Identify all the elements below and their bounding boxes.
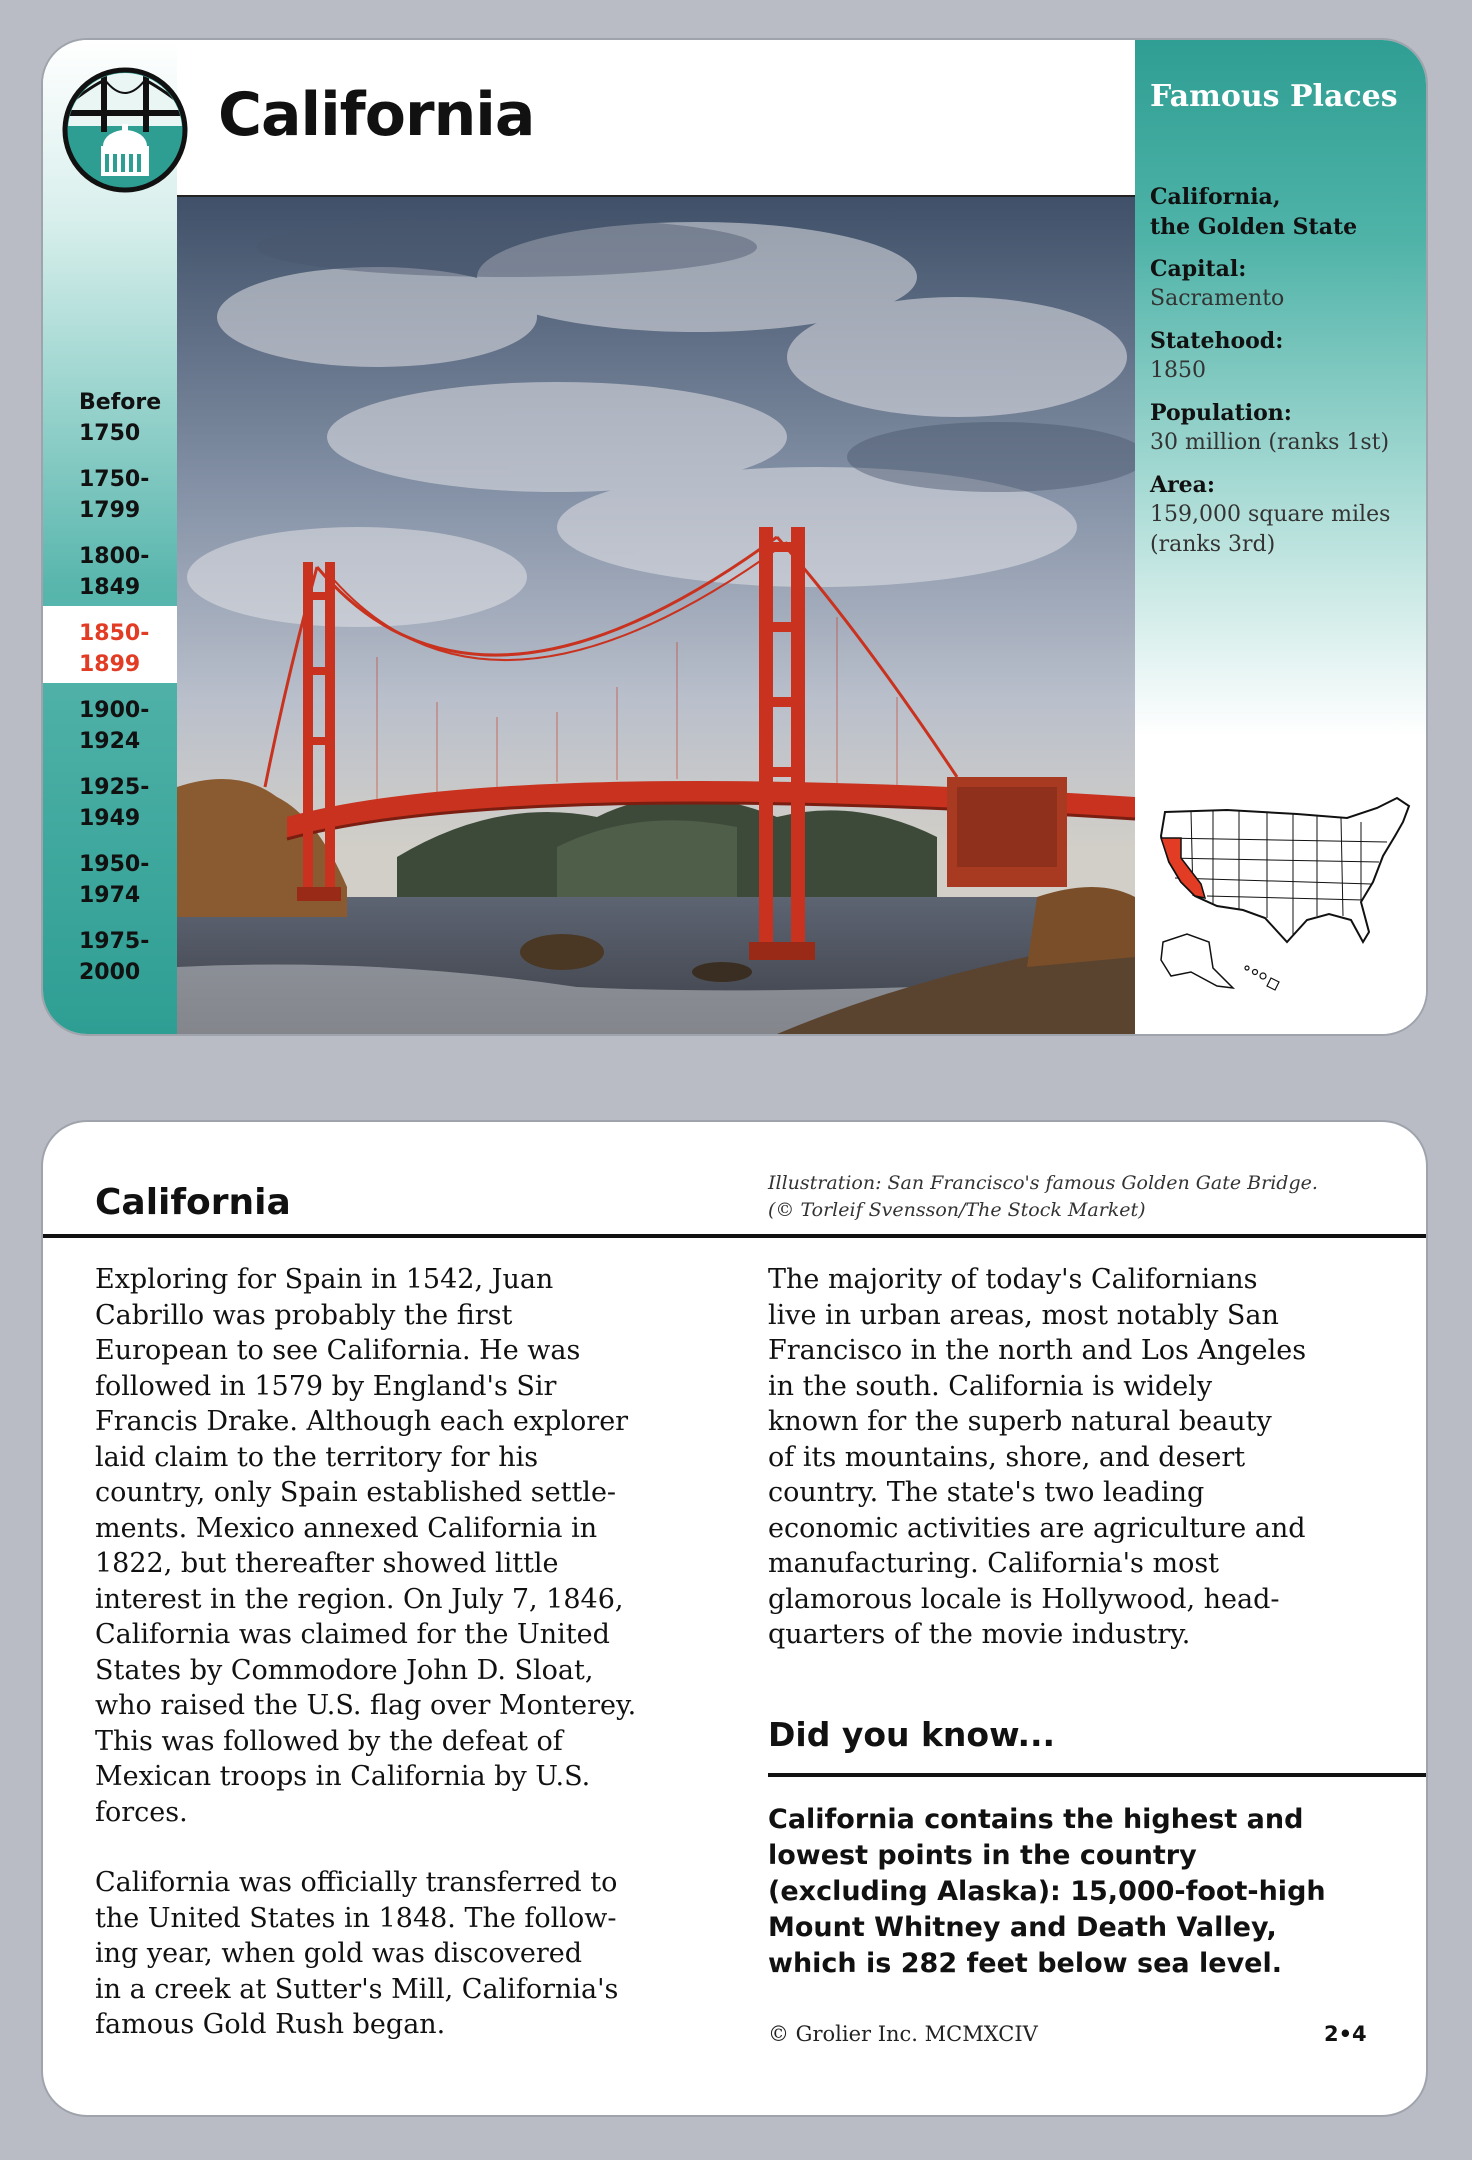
did-you-know-heading: Did you know...: [768, 1715, 1056, 1754]
back-title: California: [95, 1182, 291, 1223]
golden-gate-bridge-photo: [177, 197, 1135, 1034]
timeline-era-3: 1850- 1899: [43, 606, 177, 683]
state-nickname: California, the Golden State: [1150, 184, 1358, 240]
population-label: Population:: [1150, 400, 1292, 426]
timeline-era-1: 1750- 1799: [79, 467, 150, 523]
category-label: Famous Places: [1150, 79, 1398, 114]
bridge-capitol-emblem-icon: [61, 66, 189, 194]
statehood-value: 1850: [1150, 358, 1206, 383]
facts-list: [1150, 182, 1420, 560]
history-paragraph-1: Exploring for Spain in 1542, Juan Cabrillo was probably the first European to see California. He was followed in 1579 by England's Sir Francis Drake. Although each explorer laid claim to the territory for his country, only Spain established settle- ments. Mexico annexed California in 1822, but thereafter showed little interest in the region. On July 7, 1846, California was claimed for the United States by Commodore John D. Sloat, who raised the U.S. flag over Monterey. This was followed by the defeat of Mexican troops in California by U.S. forces.: [95, 1264, 637, 1828]
copyright-notice: © Grolier Inc. MCMXCIV: [768, 2022, 1038, 2046]
area-value: 159,000 square miles (ranks 3rd): [1150, 502, 1391, 557]
capital-value: Sacramento: [1150, 286, 1285, 311]
fact-panel: [1135, 40, 1426, 1034]
did-you-know-divider: [768, 1773, 1426, 1777]
timeline-era-7: 1975- 2000: [79, 929, 150, 985]
photo-caption: Illustration: San Francisco's famous Golden Gate Bridge. (© Torleif Svensson/The Stock Market): [768, 1172, 1318, 1221]
header-divider: [43, 1234, 1426, 1238]
us-map-icon: [1147, 792, 1419, 1004]
capital-label: Capital:: [1150, 256, 1247, 282]
today-column: [768, 1262, 1398, 1653]
era-timeline: [43, 375, 177, 991]
timeline-era-5: 1925- 1949: [79, 775, 150, 831]
back-card: [43, 1122, 1426, 2115]
history-paragraph-2: California was officially transferred to the United States in 1848. The follow- ing year, when gold was discovered in a creek at Sutter's Mill, California's famous Gold Rush began.: [95, 1867, 619, 2040]
today-paragraph: The majority of today's Californians live in urban areas, most notably San Francisco in the north and Los Angeles in the south. California is widely known for the superb natural beauty of its mountains, shore, and desert country. The state's two leading economic activities are agriculture and manufacturing. California's most glamorous locale is Hollywood, head- quarters of the movie industry.: [768, 1264, 1307, 1650]
front-card: [43, 40, 1426, 1034]
front-title: California: [218, 80, 535, 150]
timeline-era-4: 1900- 1924: [79, 698, 150, 754]
population-value: 30 million (ranks 1st): [1150, 430, 1390, 455]
card-number: 2•4: [1324, 2022, 1367, 2046]
timeline-era-0: Before 1750: [79, 390, 162, 446]
timeline-era-6: 1950- 1974: [79, 852, 150, 908]
statehood-label: Statehood:: [1150, 328, 1284, 354]
area-label: Area:: [1150, 472, 1216, 498]
history-column: [95, 1262, 735, 2043]
did-you-know-body: California contains the highest and lowest points in the country (excluding Alaska): 15,000-foot-high Mount Whitney and Death Valley, which is 282 feet below sea level.: [768, 1804, 1326, 1979]
timeline-era-2: 1800- 1849: [79, 544, 150, 600]
